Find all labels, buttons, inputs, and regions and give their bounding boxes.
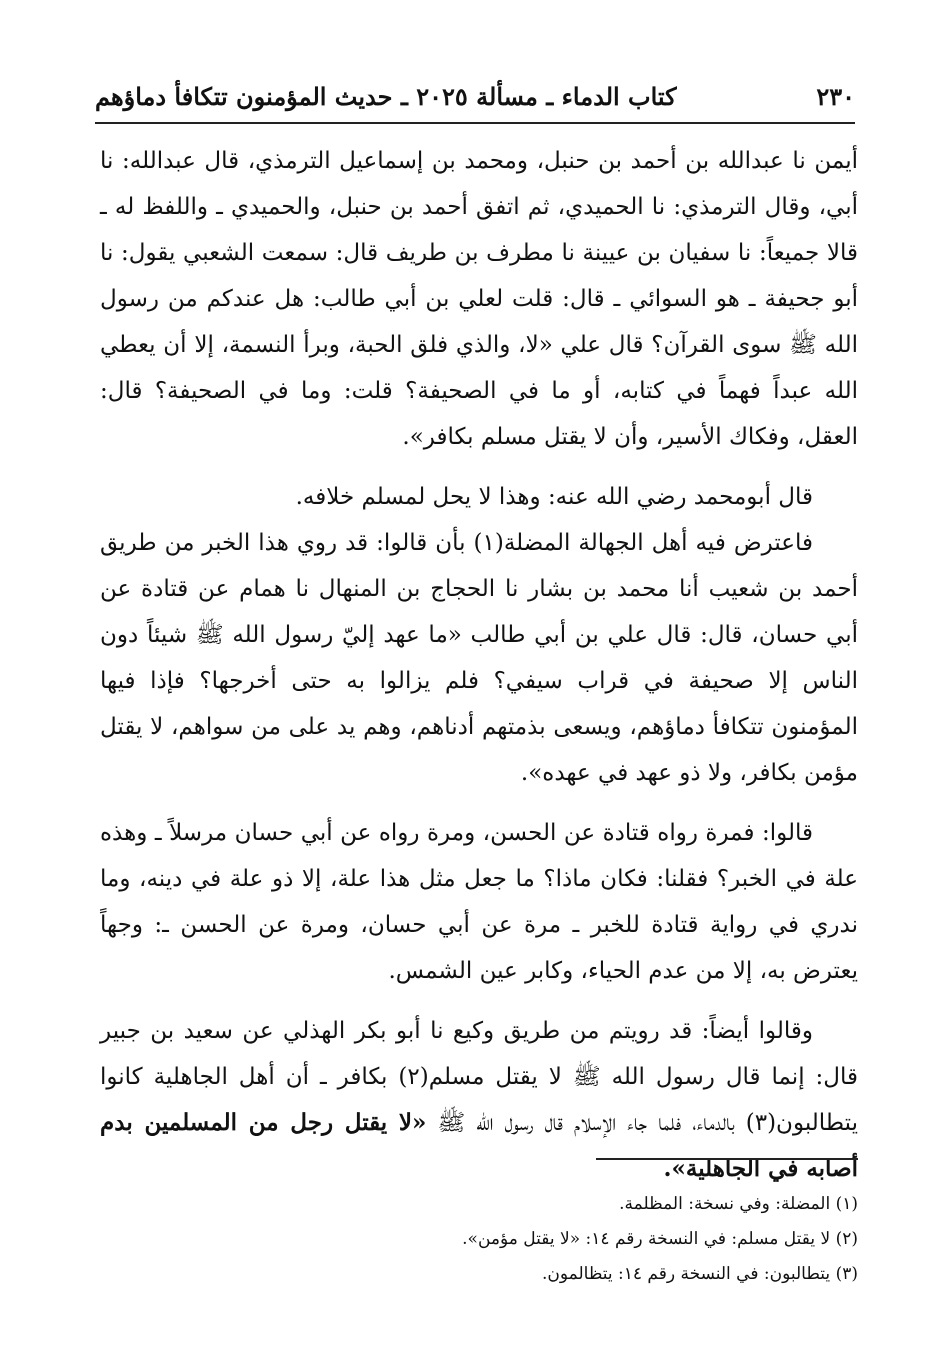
paragraph-author-comment: قال أبومحمد رضي الله عنه: وهذا لا يحل لمسلم خلافه. <box>295 484 813 510</box>
footnote-1: (١) المضلة: وفي نسخة: المظلمة. <box>619 1194 858 1214</box>
body-text <box>100 138 858 1192</box>
paragraph-hadith-chain: أيمن نا عبدالله بن أحمد بن حنبل، ومحمد بن إسماعيل الترمذي، قال عبدالله: نا أبي، وقال الترمذي: نا الحميدي، ثم اتفق أحمد بن حنبل، والحميدي ـ واللفظ له ـ قالا جميعاً: نا سفيان بن عيينة نا مطرف بن طريف قال: سمعت الشعبي يقول: نا أبو جحيفة ـ هو السوائي ـ قال: قلت لعلي بن أبي طالب: هل عندكم من رسول الله ﷺ سوى القرآن؟ قال علي «لا، والذي فلق الحبة، وبرأ النسمة، إلا أن يعطي الله عبداً فهماً في كتابه، أو ما في الصحيفة؟ قلت: وما في الصحيفة؟ قال: العقل، وفكاك الأسير، وأن لا يقتل مسلم بكافر». <box>100 148 858 450</box>
footnotes <box>300 1187 858 1292</box>
footnote-2: (٢) لا يقتل مسلم: في النسخة رقم ١٤: «لا يقتل مؤمن». <box>462 1229 858 1249</box>
footnote-3: (٣) يتطالبون: في النسخة رقم ١٤: يتظالمون. <box>541 1264 858 1284</box>
running-title: كتاب الدماء ـ مسألة ٢٠٢٥ ـ حديث المؤمنون تتكافأ دماؤهم <box>95 81 677 111</box>
footnote-divider <box>596 1158 858 1160</box>
hadith-quote: «لا يقتل رجل من المسلمين بدم أصابه في الجاهلية». <box>100 1109 858 1182</box>
paragraph-reply: قالوا: فمرة رواه قتادة عن الحسن، ومرة رواه عن أبي حسان مرسلاً ـ وهذه علة في الخبر؟ فقلنا: فكان ماذا؟ ما جعل مثل هذا علة، إلا ذو علة في دينه، وما ندري في رواية قتادة للخبر ـ مرة عن أبي حسان، ومرة عن الحسن ـ: وجهاً يعترض به، إلا من عدم الحياء، وكابر عين الشمس. <box>100 820 858 984</box>
paragraph-objection: فاعترض فيه أهل الجهالة المضلة(١) بأن قالوا: قد روي هذا الخبر من طريق أحمد بن شعيب أنا محمد بن بشار نا الحجاج بن المنهال نا همام عن قتادة عن أبي حسان، قال: قال علي بن أبي طالب «ما عهد إليّ رسول الله ﷺ شيئاً دون الناس إلا صحيفة في قراب سيفي؟ فلم يزالوا به حتى أخرجها؟ فإذا فيها المؤمنون تتكافأ دماؤهم، ويسعى بذمتهم أدناهم، وهم يد على من سواهم، لا يقتل مؤمن بكافر، ولا ذو عهد في عهده». <box>100 530 858 786</box>
page-number: ٢٣٠ <box>816 81 855 111</box>
page-header <box>95 70 855 124</box>
paragraph-second-objection <box>100 1008 858 1192</box>
paragraph-intro: وقالوا أيضاً: قد رويتم من طريق وكيع نا أبو بكر الهذلي عن سعيد بن جبير قال: إنما قال رسول الله ﷺ لا يقتل مسلم(٢) بكافر ـ أن أهل الجاهلية كانوا يتطالبون(٣) بالدماء، فلما جاء الإسلام قال رسول الله ﷺ <box>100 1018 858 1136</box>
